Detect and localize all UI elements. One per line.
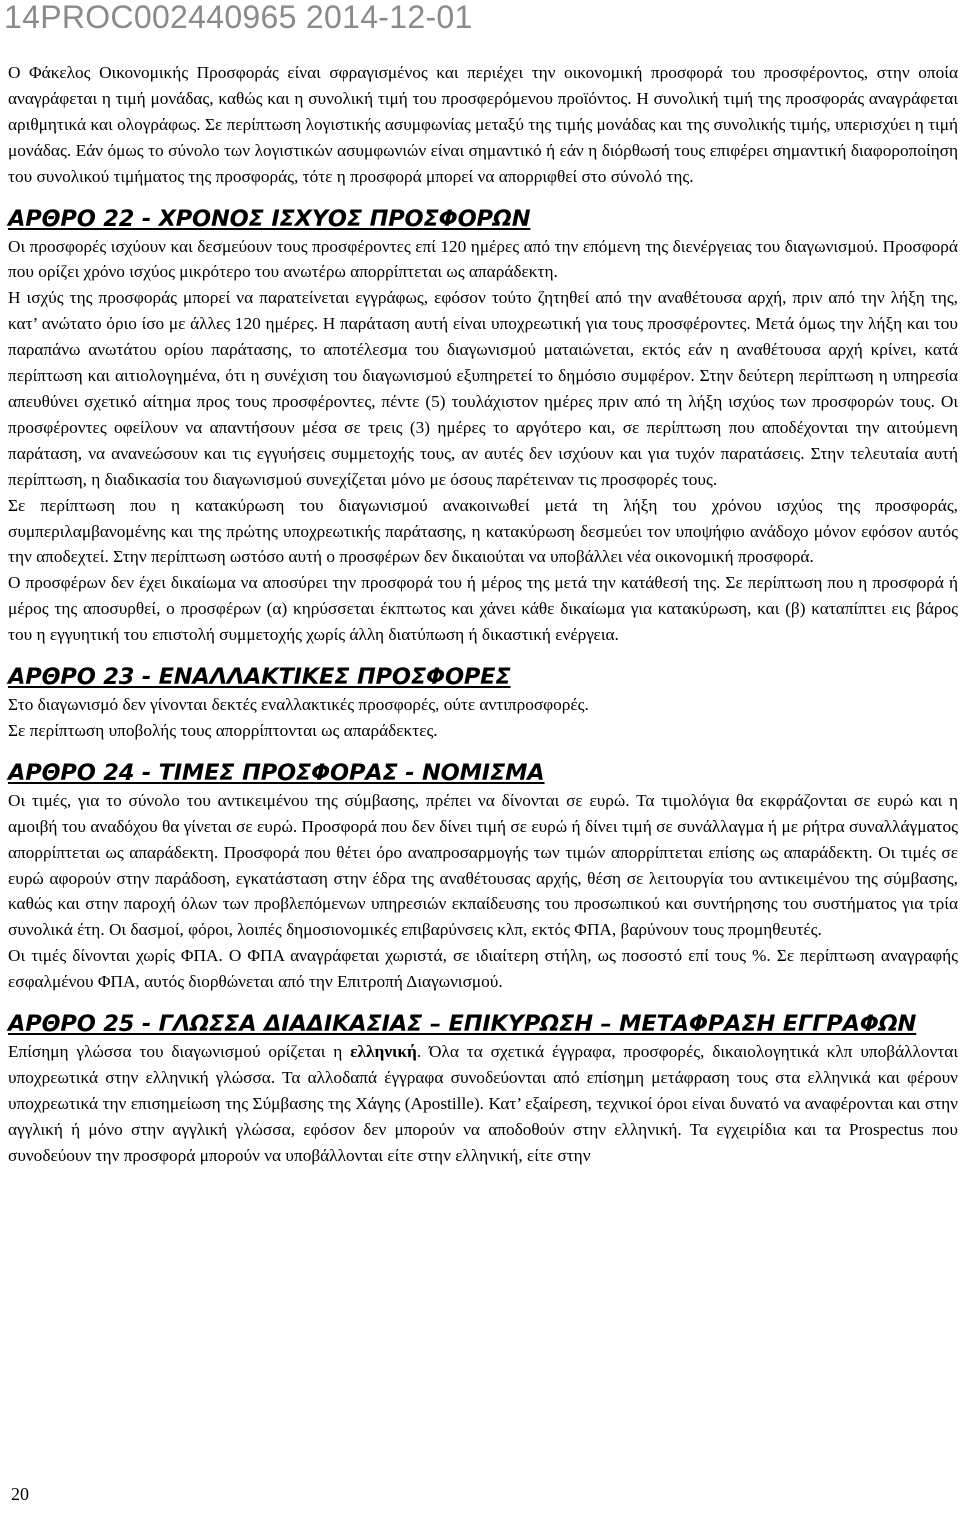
intro-paragraph: Ο Φάκελος Οικονομικής Προσφοράς είναι σφραγισμένος και περιέχει την οικονομική προσφορά του προσφέροντος, στην οποία αναγράφεται η τιμή μονάδας, καθώς και η συνολική τιμή του προσφερόμενου προϊόντος. Η συνολική τιμή της προσφοράς αναγράφεται αριθμητικά και ολογράφως. Σε περίπτωση λογιστικής ασυμφωνίας μεταξύ της τιμής μονάδας και της συνολικής τιμής, υπερισχύει η τιμή μονάδας. Εάν όμως το σύνολο των λογιστικών ασυμφωνιών είναι σημαντικό ή εάν η διόρθωσή τους επιφέρει σημαντική διαφοροποίηση του συνολικού τιμήματος της προσφοράς, τότε η προσφορά μπορεί να απορριφθεί στο σύνολό της. xyxy=(8,63,958,186)
article-23-paragraph-1: Στο διαγωνισμό δεν γίνονται δεκτές εναλλακτικές προσφορές, ούτε αντιπροσφορές. xyxy=(8,695,589,715)
article-25-bold-language: ελληνική xyxy=(350,1042,417,1062)
article-24-paragraph-2: Οι τιμές δίνονται χωρίς ΦΠΑ. Ο ΦΠΑ αναγράφεται χωριστά, σε ιδιαίτερη στήλη, ως ποσοστό επί τους %. Σε περίπτωση αναγραφής εσφαλμένου ΦΠΑ, αυτός διορθώνεται από την Επιτροπή Διαγωνισμού. xyxy=(8,946,958,992)
article-25-text-start: Επίσημη γλώσσα του διαγωνισμού ορίζεται η xyxy=(8,1042,351,1062)
article-25-heading: ΑΡΘΡΟ 25 - ΓΛΩΣΣΑ ΔΙΑΔΙΚΑΣΙΑΣ – ΕΠΙΚΥΡΩΣΗ – ΜΕΤΑΦΡΑΣΗ ΕΓΓΡΑΦΩΝ xyxy=(8,1011,917,1038)
article-23-paragraph-2: Σε περίπτωση υποβολής τους απορρίπτονται ως απαράδεκτες. xyxy=(8,720,438,740)
article-22-heading: ΑΡΘΡΟ 22 - ΧΡΟΝΟΣ ΙΣΧΥΟΣ ΠΡΟΣΦΟΡΩΝ xyxy=(8,205,531,232)
article-22-paragraph-4: Ο προσφέρων δεν έχει δικαίωμα να αποσύρει την προσφορά του ή μέρος της μετά την κατάθεσή της. Σε περίπτωση που η προσφορά ή μέρος της αποσυρθεί, ο προσφέρων (α) κηρύσσεται έκπτωτος και χάνει κάθε δικαίωμα για κατακύρωση, και (β) καταπίπτει εις βάρος του η εγγυητική του επιστολή συμμετοχής χωρίς άλλη διατύπωση ή δικαστική ενέργεια. xyxy=(8,573,958,645)
document-id-watermark: 14PROC002440965 2014-12-01 xyxy=(4,0,473,35)
article-25-text-end: . Όλα τα σχετικά έγγραφα, προσφορές, δικαιολογητικά κλπ υποβάλλονται υποχρεωτικά στην ελληνική γλώσσα. Τα αλλοδαπά έγγραφα συνοδεύονται από επίσημη μετάφραση τους στα ελληνικά και φέρουν υποχρεωτικά την επισημείωση της Σύμβασης της Χάγης (Apostille). Κατ’ εξαίρεση, τεχνικοί όροι είναι δυνατό να αναφέρονται και στην αγγλική ή μόνο στην αγγλική γλώσσα, εφόσον δεν μπορούν να αποδοθούν στην ελληνική. Τα εγχειρίδια και τα Prospectus που συνοδεύουν την προσφορά μπορούν να υποβάλλονται είτε στην ελληνική, είτε στην xyxy=(8,1042,958,1165)
article-25-paragraph-1 xyxy=(8,1039,958,1169)
page-number: 20 xyxy=(11,1484,29,1504)
article-22-paragraph-1: Οι προσφορές ισχύουν και δεσμεύουν τους προσφέροντες επί 120 ημέρες από την επόμενη της διενέργειας του διαγωνισμού. Προσφορά που ορίζει χρόνο ισχύος μικρότερο του ανωτέρω απορρίπτεται ως απαράδεκτη. xyxy=(8,236,958,282)
article-22-paragraph-3: Σε περίπτωση που η κατακύρωση του διαγωνισμού ανακοινωθεί μετά τη λήξη του χρόνου ισχύος της προσφοράς, συμπεριλαμβανομένης και της πρώτης υποχρεωτικής παράτασης, η κατακύρωση δεσμεύει τον υποψήφιο ανάδοχο μόνον εφόσον αυτός την αποδεχτεί. Στην περίπτωση ωστόσο αυτή ο προσφέρων δεν δικαιούται να υποβάλλει νέα οικονομική προσφορά. xyxy=(8,495,958,567)
article-24-paragraph-1: Οι τιμές, για το σύνολο του αντικειμένου της σύμβασης, πρέπει να δίνονται σε ευρώ. Τα τιμολόγια θα εκφράζονται σε ευρώ και η αμοιβή του αναδόχου θα γίνεται σε ευρώ. Προσφορά που δεν δίνει τιμή σε ευρώ ή δίνει τιμή σε συνάλλαγμα ή με ρήτρα συναλλάγματος απορρίπτεται ως απαράδεκτη. Προσφορά που θέτει όρο αναπροσαρμογής των τιμών απορρίπτεται επίσης ως απαράδεκτη. Οι τιμές σε ευρώ αφορούν στην παράδοση, εγκατάσταση στην έδρα της αναθέτουσας αρχής, θέση σε λειτουργία του αντικειμένου της σύμβασης, καθώς και στην παροχή όλων των προβλεπόμενων υπηρεσιών εκπαίδευσης του προσωπικού και συντήρησης του συστήματος για τρία συνολικά έτη. Οι δασμοί, φόροι, λοιπές δημοσιονομικές επιβαρύνσεις κλπ, εκτός ΦΠΑ, βαρύνουν τους προμηθευτές. xyxy=(8,790,958,940)
article-23-heading: ΑΡΘΡΟ 23 - ΕΝΑΛΛΑΚΤΙΚΕΣ ΠΡΟΣΦΟΡΕΣ xyxy=(8,664,511,691)
article-22-paragraph-2: Η ισχύς της προσφοράς μπορεί να παρατείνεται εγγράφως, εφόσον τούτο ζητηθεί από την αναθέτουσα αρχή, πριν από την λήξη της, κατ’ ανώτατο όριο ίσο με άλλες 120 ημέρες. Η παράταση αυτή είναι υποχρεωτική για τους προσφέροντες. Μετά όμως την λήξη και του παραπάνω ανωτάτου ορίου παράτασης, το αποτέλεσμα του διαγωνισμού ματαιώνεται, εκτός εάν η αναθέτουσα αρχή κρίνει, κατά περίπτωση και αιτιολογημένα, ότι η συνέχιση του διαγωνισμού εξυπηρετεί το δημόσιο συμφέρον. Στην δεύτερη περίπτωση η υπηρεσία απευθύνει σχετικό αίτημα προς τους προσφέροντες, πέντε (5) τουλάχιστον ημέρες πριν από τη λήξη ισχύος των προσφορών τους. Οι προσφέροντες οφείλουν να απαντήσουν μέσα σε τρεις (3) ημέρες το αργότερο και, σε περίπτωση που αποδέχονται την αιτούμενη παράταση, να ανανεώσουν και τις εγγυήσεις συμμετοχής τους, αν αυτές δεν ισχύουν και για τυχόν παρατάσεις. Στην τελευταία αυτή περίπτωση, η διαδικασία του διαγωνισμού συνεχίζεται μόνο με όσους παρέτειναν τις προσφορές τους. xyxy=(8,288,958,489)
document-body xyxy=(8,60,958,1169)
article-24-heading: ΑΡΘΡΟ 24 - ΤΙΜΕΣ ΠΡΟΣΦΟΡΑΣ - ΝΟΜΙΣΜΑ xyxy=(8,759,545,786)
